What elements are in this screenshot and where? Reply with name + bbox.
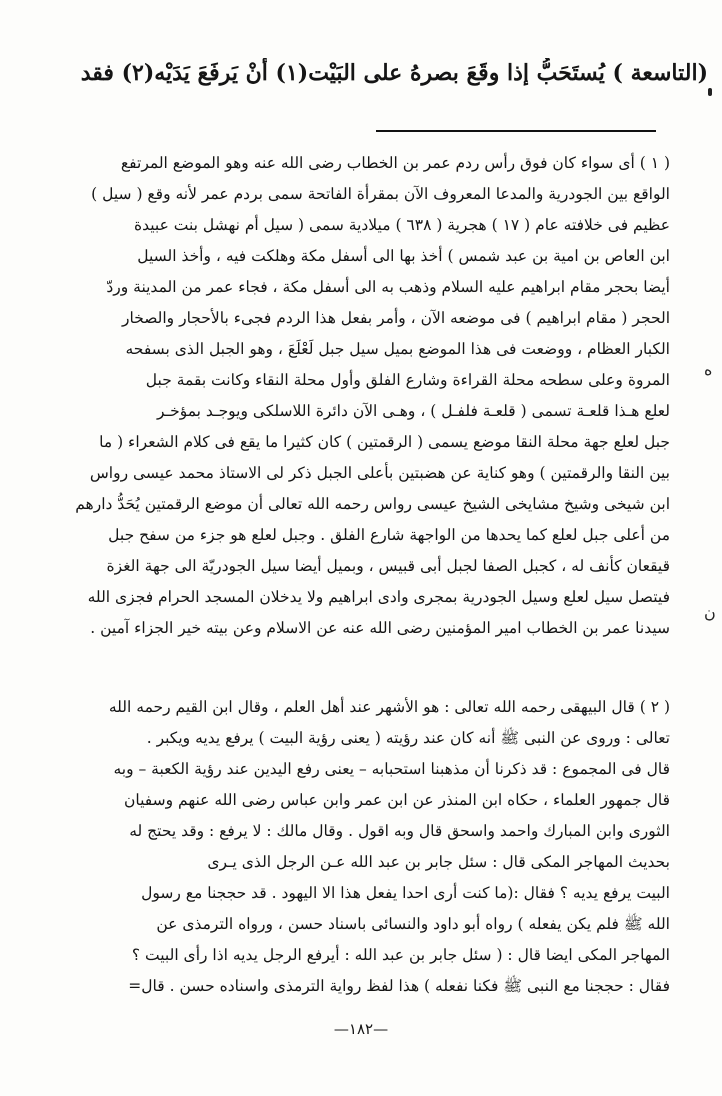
- scan-edge-mark: [708, 88, 712, 96]
- footnote-line: لعلع هـذا قلعـة تسمى ( قلعـة فلفـل ) ، وهـى الآن دائرة اللاسلكى ويوجـد بمؤخـر: [157, 402, 670, 420]
- footnote-line: قال فى المجموع : قد ذكرنا أن مذهبنا استحبابه – يعنى رفع اليدين عند رؤية الكعبة – وبه: [113, 760, 670, 778]
- footnote-line: قيقعان كأنف له ، كجبل الصفا لجبل أبى قبيس ، وبميل أيضا سيل الجودريّة الى جهة الغزة: [106, 557, 670, 575]
- page-number: —١٨٢—: [333, 1020, 389, 1038]
- margin-mark: ه: [704, 360, 713, 379]
- footnote-line: بحديث المهاجر المكى قال : سئل جابر بن عبد الله عـن الرجل الذى يـرى: [207, 853, 670, 871]
- footnote-line: أيضا بحجر مقام ابراهيم عليه السلام وذهب به الى أسفل مكة ، فجاء عمر من المدينة وردّ: [106, 278, 670, 296]
- footnote-line: الواقع بين الجودرية والمدعا المعروف الآن بمقرأة الفاتحة سمى بردم عمر لأنه وقع ( سيل ): [91, 185, 670, 203]
- footnote-line: ابن شيخى وشيخ مشايخى الشيخ عيسى رواس رحمه الله تعالى أن موضع الرقمتين يُحَدُّ دارهم: [75, 495, 670, 513]
- footnote-line: عظيم فى خلافته عام ( ١٧ ) هجرية ( ٦٣٨ ) ميلادية سمى ( سيل أم نهشل بنت عبيدة: [133, 216, 670, 234]
- footnote-line: جبل لعلع جهة محلة النقا موضع يسمى ( الرقمتين ) كان كثيرا ما يقع فى كلام الشعراء ( ما: [99, 433, 670, 451]
- footnote-line: تعالى : وروى عن النبى ﷺ أنه كان عند رؤيته ( يعنى رؤية البيت ) يرفع يديه ويكبر .: [146, 729, 670, 747]
- footnote-line: الثورى وابن المبارك واحمد واسحق قال وبه اقول . وقال مالك : لا يرفع : وقد يحتج له: [129, 822, 670, 840]
- footnote-line: الكبار العظام ، ووضعت فى هذا الموضع بميل سيل جبل لَعْلَعَ ، وهو الجبل الذى بسفحه: [125, 340, 670, 358]
- margin-mark: ن: [704, 603, 716, 622]
- footnote-line: البيت يرفع يديه ؟ فقال :(ما كنت أرى احدا يفعل هذا الا اليهود . قد حججنا مع رسول: [141, 884, 670, 902]
- section-heading: (التاسعة ) يُستَحَبُّ إذا وقَعَ بصرهُ على البَيْت(١) أنْ يَرفَعَ يَدَيْه(٢) فقد: [80, 60, 708, 86]
- footnote-1: [44, 148, 670, 644]
- footnote-line: المروة وعلى سطحه محلة القراءة وشارع الفلق وأول محلة النقاء وكانت بقمة جبل: [145, 371, 670, 389]
- footnote-line: قال جمهور العلماء ، حكاه ابن المنذر عن ابن عمر وابن عباس رضى الله عنهم وسفيان: [123, 791, 670, 809]
- footnote-line: سيدنا عمر بن الخطاب امير المؤمنين رضى الله عنه عن الاسلام وعن بيته خير الجزاء آمين .: [90, 619, 670, 637]
- footnote-line: الله ﷺ فلم يكن يفعله ) رواه أبو داود والنسائى باسناد حسن ، ورواه الترمذى عن: [156, 915, 670, 933]
- footnote-line: بين النقا والرقمتين ) وهو كناية عن هضبتين بأعلى الجبل ذكر لى الاستاذ محمد عيسى رواس: [89, 464, 670, 482]
- footnote-line: فيتصل سيل لعلع وسيل الجودرية بمجرى وادى ابراهيم ولا يدخلان المسجد الحرام فجزى الله: [87, 588, 670, 606]
- footnote-2: [44, 692, 670, 1002]
- footnote-line: من أعلى جبل لعلع كما يحدها من الواجهة شارع الفلق . وجبل لعلع هو جزء من سفح جبل: [108, 526, 670, 544]
- footnote-line: المهاجر المكى ايضا قال : ( سئل جابر بن عبد الله : أيرفع الرجل يديه اذا رأى البيت ؟: [131, 946, 670, 964]
- footnote-line: فقال : حججنا مع النبى ﷺ فكنا نفعله ) هذا لفظ رواية الترمذى واسناده حسن . قال=: [128, 977, 670, 995]
- footnote-separator-rule: [376, 130, 656, 132]
- footnote-line: ( ١ ) أى سواء كان فوق رأس ردم عمر بن الخطاب رضى الله عنه وهو الموضع المرتفع: [120, 154, 670, 172]
- footnote-line: ( ٢ ) قال البيهقى رحمه الله تعالى : هو الأشهر عند أهل العلم ، وقال ابن القيم رحمه الله: [108, 698, 670, 716]
- footnote-line: الحجر ( مقام ابراهيم ) فى موضعه الآن ، وأمر بفعل هذا الردم فجىء بالأحجار والصخار: [122, 309, 670, 327]
- footnote-line: ابن العاص بن امية بن عبد شمس ) أخذ بها الى أسفل مكة وهلكت فيه ، وأخذ السيل: [137, 247, 670, 265]
